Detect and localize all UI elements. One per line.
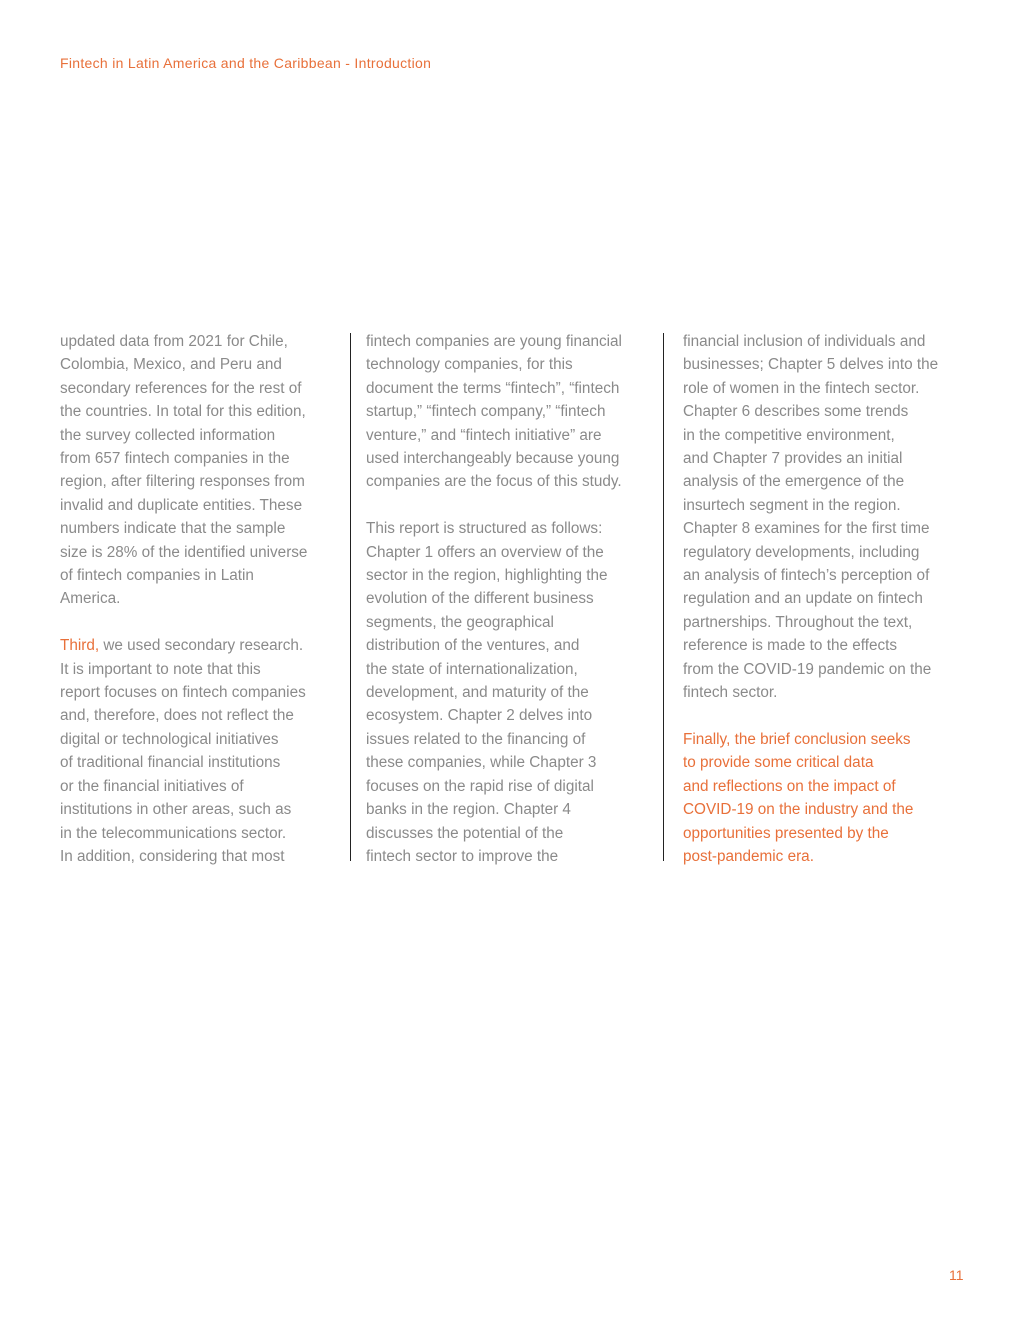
text-line: from the COVID-19 pandemic on the [683, 660, 932, 678]
text-line: Chapter 6 describes some trends [683, 403, 909, 421]
text-line: discusses the potential of the [366, 824, 564, 842]
text-line: distribution of the ventures, and [366, 637, 580, 655]
text-line: ecosystem. Chapter 2 delves into [366, 707, 593, 725]
text-line: financial inclusion of individuals and [683, 333, 926, 350]
paragraph-secondary-research [60, 634, 332, 868]
text-line: fintech sector. [683, 684, 778, 702]
text-line: fintech sector to improve the [366, 847, 559, 865]
text-column-2 [366, 330, 648, 868]
text-line: updated data from 2021 for Chile, [60, 333, 288, 350]
text-line: Chapter 1 offers an overview of the [366, 543, 604, 561]
text-line: It is important to note that this [60, 660, 261, 678]
text-fragment: we used secondary research. [99, 637, 304, 655]
text-line: of traditional financial institutions [60, 754, 281, 772]
text-line: document the terms “fintech”, “fintech [366, 379, 620, 397]
text-line: from 657 fintech companies in the [60, 450, 290, 468]
text-line: invalid and duplicate entities. These [60, 496, 303, 514]
text-line: sector in the region, highlighting the [366, 567, 608, 585]
text-column-3 [683, 330, 965, 868]
text-line: secondary references for the rest of [60, 379, 302, 397]
column-divider [350, 333, 351, 861]
highlight-lead-word: Third, [60, 637, 100, 655]
column-divider [663, 333, 664, 861]
text-line: to provide some critical data [683, 754, 874, 772]
text-line: report focuses on fintech companies [60, 684, 306, 702]
paragraph-chapters [683, 330, 965, 705]
text-line: opportunities presented by the [683, 824, 889, 842]
text-line: America. [60, 590, 121, 608]
paragraph-report-structure [366, 517, 648, 868]
text-line: an analysis of fintech’s perception of [683, 567, 930, 585]
text-line [60, 634, 332, 657]
text-line: This report is structured as follows: [366, 520, 603, 538]
text-line: in the competitive environment, [683, 426, 895, 444]
text-line: technology companies, for this [366, 356, 573, 374]
text-line: development, and maturity of the [366, 684, 589, 702]
text-line: region, after filtering responses from [60, 473, 305, 491]
text-line: the countries. In total for this edition, [60, 403, 306, 421]
text-line: Finally, the brief conclusion seeks [683, 730, 911, 748]
text-line: Chapter 8 examines for the first time [683, 520, 930, 538]
text-line: regulation and an update on fintech [683, 590, 923, 608]
text-line: COVID-19 on the industry and the [683, 801, 914, 819]
text-line: businesses; Chapter 5 delves into the [683, 356, 939, 374]
text-line: or the financial initiatives of [60, 777, 244, 795]
text-line: segments, the geographical [366, 613, 554, 631]
text-line: focuses on the rapid rise of digital [366, 777, 594, 795]
text-line: fintech companies are young financial [366, 333, 622, 350]
text-line: in the telecommunications sector. [60, 824, 287, 842]
paragraph-terminology [366, 330, 648, 494]
text-line: used interchangeably because young [366, 450, 620, 468]
page-number: 11 [949, 1267, 964, 1283]
text-line: regulatory developments, including [683, 543, 920, 561]
text-column-1 [60, 330, 332, 868]
text-line: insurtech segment in the region. [683, 496, 901, 514]
text-line: the state of internationalization, [366, 660, 578, 678]
text-line: analysis of the emergence of the [683, 473, 905, 491]
paragraph-conclusion-highlight [683, 728, 965, 868]
text-line: partnerships. Throughout the text, [683, 613, 913, 631]
running-header: Fintech in Latin America and the Caribbean - Introduction [60, 55, 432, 71]
text-line: issues related to the financing of [366, 730, 586, 748]
text-line: post-pandemic era. [683, 847, 814, 865]
text-line: evolution of the different business [366, 590, 594, 608]
text-line: these companies, while Chapter 3 [366, 754, 597, 772]
text-line: reference is made to the effects [683, 637, 897, 655]
text-line: startup,” “fintech company,” “fintech [366, 403, 606, 421]
text-line: size is 28% of the identified universe [60, 543, 308, 561]
paragraph-survey-data [60, 330, 332, 611]
text-line: role of women in the fintech sector. [683, 379, 920, 397]
text-line: institutions in other areas, such as [60, 801, 292, 819]
text-line: of fintech companies in Latin [60, 567, 254, 585]
text-line: and Chapter 7 provides an initial [683, 450, 903, 468]
text-line: venture,” and “fintech initiative” are [366, 426, 602, 444]
text-line: numbers indicate that the sample [60, 520, 286, 538]
text-line: banks in the region. Chapter 4 [366, 801, 571, 819]
text-line: and, therefore, does not reflect the [60, 707, 294, 725]
text-line: Colombia, Mexico, and Peru and [60, 356, 282, 374]
text-line: digital or technological initiatives [60, 730, 279, 748]
text-line: companies are the focus of this study. [366, 473, 622, 491]
text-line: In addition, considering that most [60, 847, 285, 865]
text-line: the survey collected information [60, 426, 276, 444]
text-line: and reflections on the impact of [683, 777, 896, 795]
